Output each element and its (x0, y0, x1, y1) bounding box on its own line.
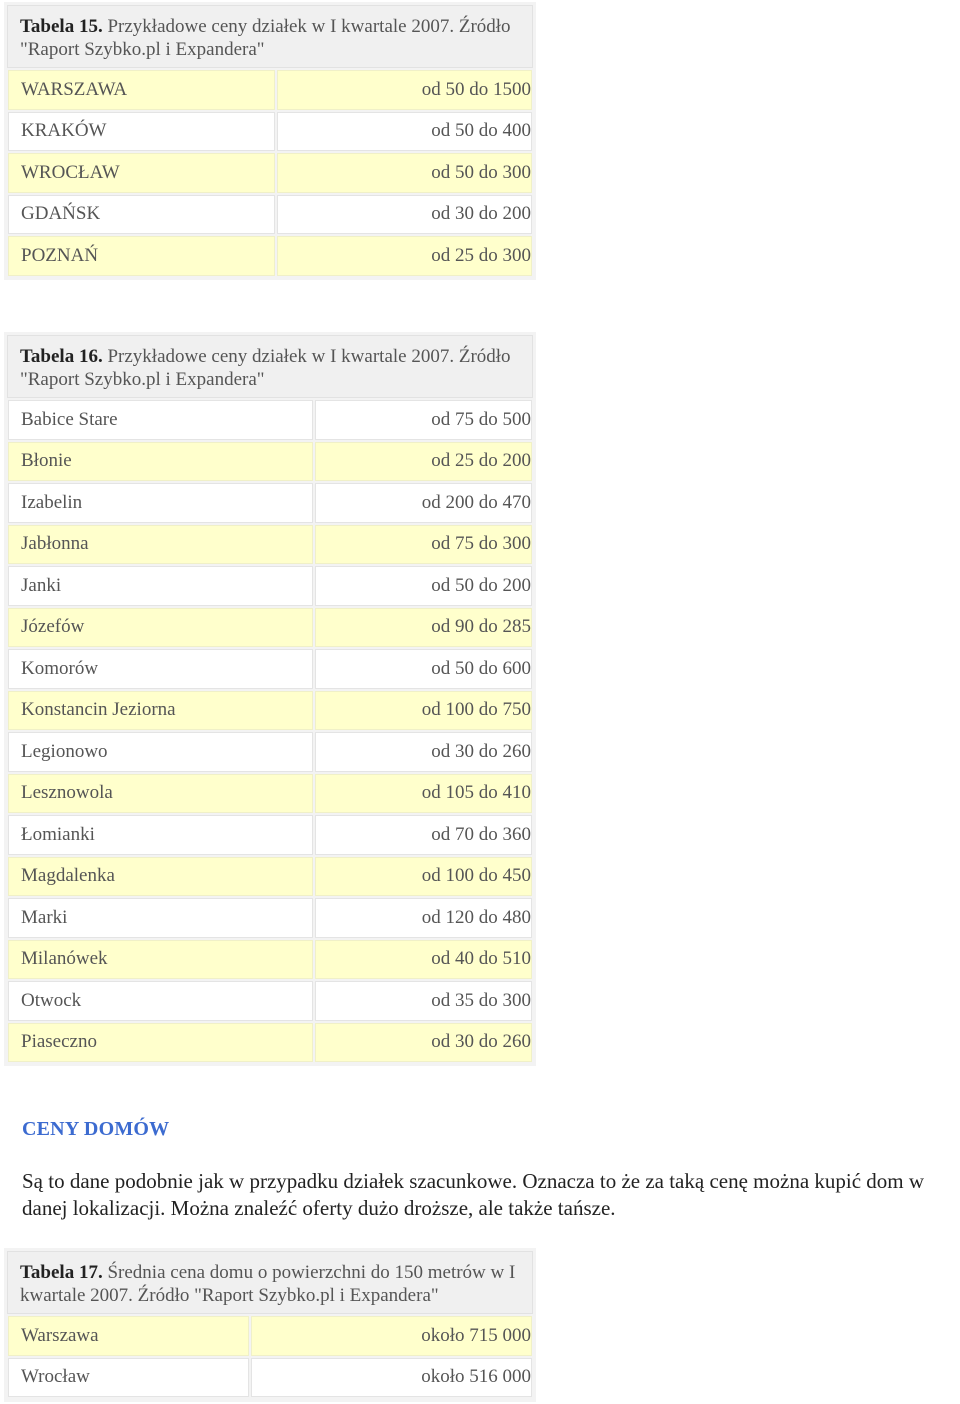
table-row (7, 938, 533, 980)
table-row (7, 772, 533, 814)
table-row (7, 523, 533, 565)
city-cell: Milanówek (8, 940, 313, 980)
table-17-body (7, 1314, 533, 1397)
table-row (7, 1314, 533, 1356)
price-cell: od 30 do 260 (315, 1023, 532, 1063)
table-16-caption (7, 335, 533, 398)
table-row (7, 896, 533, 938)
table-row (7, 193, 533, 235)
price-cell: od 50 do 300 (277, 153, 532, 193)
price-cell: około 715 000 (251, 1316, 532, 1356)
city-cell: KRAKÓW (8, 112, 275, 152)
city-cell: POZNAŃ (8, 236, 275, 276)
table-17 (4, 1248, 536, 1402)
city-cell: Babice Stare (8, 400, 313, 440)
table-15 (4, 2, 536, 280)
city-cell: Izabelin (8, 483, 313, 523)
table-row (7, 647, 533, 689)
price-cell: od 35 do 300 (315, 981, 532, 1021)
table-16-body (7, 398, 533, 1062)
table-row (7, 398, 533, 440)
city-cell: Konstancin Jeziorna (8, 691, 313, 731)
table-row (7, 979, 533, 1021)
city-cell: Otwock (8, 981, 313, 1021)
city-cell: Jabłonna (8, 525, 313, 565)
city-cell: Łomianki (8, 815, 313, 855)
price-cell: od 30 do 260 (315, 732, 532, 772)
city-cell: Piaseczno (8, 1023, 313, 1063)
price-cell: od 50 do 200 (315, 566, 532, 606)
table-row (7, 234, 533, 276)
price-cell: od 100 do 750 (315, 691, 532, 731)
table-15-body (7, 68, 533, 276)
city-cell: Legionowo (8, 732, 313, 772)
table-row (7, 813, 533, 855)
city-cell: Wrocław (8, 1358, 249, 1398)
table-row (7, 110, 533, 152)
table-row (7, 606, 533, 648)
table-row (7, 68, 533, 110)
city-cell: Marki (8, 898, 313, 938)
table-17-label: Tabela 17. (20, 1262, 103, 1283)
price-cell: od 75 do 500 (315, 400, 532, 440)
table-row (7, 1356, 533, 1398)
price-cell: od 25 do 300 (277, 236, 532, 276)
city-cell: Janki (8, 566, 313, 606)
price-cell: od 105 do 410 (315, 774, 532, 814)
city-cell: Warszawa (8, 1316, 249, 1356)
price-cell: od 90 do 285 (315, 608, 532, 648)
price-cell: od 200 do 470 (315, 483, 532, 523)
table-row (7, 1021, 533, 1063)
table-15-caption (7, 5, 533, 68)
price-cell: od 40 do 510 (315, 940, 532, 980)
table-row (7, 564, 533, 606)
price-cell: od 120 do 480 (315, 898, 532, 938)
table-16 (4, 332, 536, 1066)
table-17-caption (7, 1251, 533, 1314)
city-cell: GDAŃSK (8, 195, 275, 235)
price-cell: od 25 do 200 (315, 442, 532, 482)
price-cell: od 50 do 600 (315, 649, 532, 689)
city-cell: Błonie (8, 442, 313, 482)
table-row (7, 481, 533, 523)
city-cell: WROCŁAW (8, 153, 275, 193)
table-row (7, 151, 533, 193)
city-cell: WARSZAWA (8, 70, 275, 110)
table-17-title: Średnia cena domu o powierzchni do 150 metrów w I kwartale 2007. Źródło "Raport Szybko.pl i Expandera" (20, 1262, 516, 1306)
table-15-label: Tabela 15. (20, 16, 103, 37)
table-row (7, 440, 533, 482)
price-cell: od 50 do 1500 (277, 70, 532, 110)
table-row (7, 730, 533, 772)
price-cell: od 30 do 200 (277, 195, 532, 235)
section-heading: CENY DOMÓW (22, 1118, 170, 1140)
section-paragraph: Są to dane podobnie jak w przypadku działek szacunkowe. Oznacza to że za taką cenę można kupić dom w danej lokalizacji. Można znaleźć oferty dużo droższe, ale także tańsze. (22, 1169, 925, 1220)
price-cell: od 50 do 400 (277, 112, 532, 152)
table-15-title: Przykładowe ceny działek w I kwartale 2007. Źródło "Raport Szybko.pl i Expandera" (20, 16, 511, 60)
table-16-title: Przykładowe ceny działek w I kwartale 2007. Źródło "Raport Szybko.pl i Expandera" (20, 346, 511, 390)
table-row (7, 689, 533, 731)
table-row (7, 855, 533, 897)
city-cell: Józefów (8, 608, 313, 648)
price-cell: około 516 000 (251, 1358, 532, 1398)
price-cell: od 75 do 300 (315, 525, 532, 565)
price-cell: od 100 do 450 (315, 857, 532, 897)
price-cell: od 70 do 360 (315, 815, 532, 855)
city-cell: Lesznowola (8, 774, 313, 814)
table-16-label: Tabela 16. (20, 346, 103, 367)
city-cell: Komorów (8, 649, 313, 689)
city-cell: Magdalenka (8, 857, 313, 897)
